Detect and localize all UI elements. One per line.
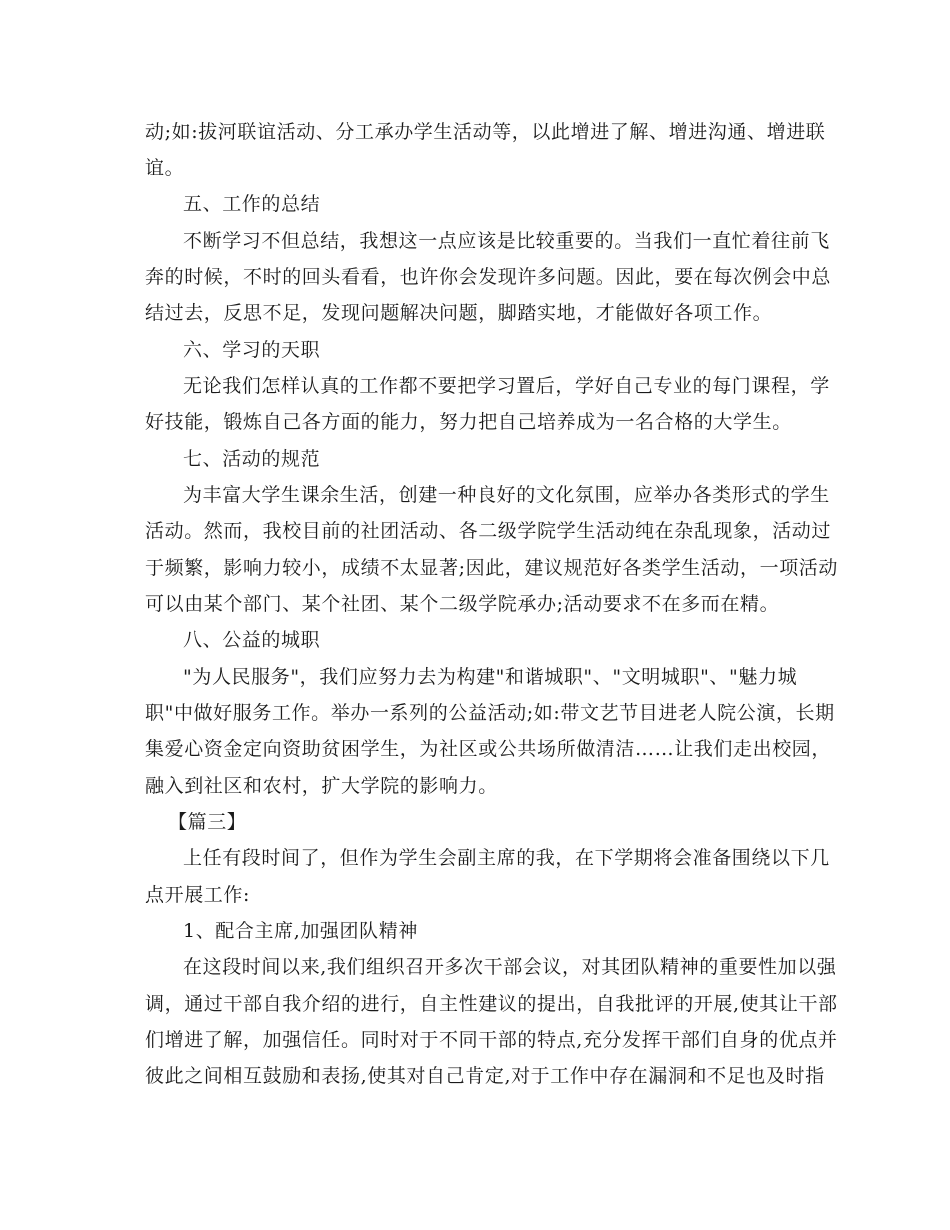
paragraph-line: 无论我们怎样认真的工作都不要把学习置后，学好自己专业的每门课程，学 [183, 375, 830, 397]
paragraph-line: 上任有段时间了，但作为学生会副主席的我，在下学期将会准备围绕以下几 [183, 847, 830, 869]
paragraph-line: 不断学习不但总结，我想这一点应该是比较重要的。当我们一直忙着往前飞 [183, 230, 830, 252]
paragraph-line: 职"中做好服务工作。举办一系列的公益活动;如:带文艺节目进老人院公演，长期 [145, 702, 835, 724]
paragraph-line: 点开展工作: [145, 884, 251, 906]
paragraph-line: 结过去，反思不足，发现问题解决问题，脚踏实地，才能做好各项工作。 [145, 302, 773, 324]
paragraph-line: "为人民服务"，我们应努力去为构建"和谐城职"、"文明城职"、"魅力城 [183, 666, 798, 688]
paragraph-line: 在这段时间以来,我们组织召开多次干部会议，对其团队精神的重要性加以强 [183, 956, 837, 978]
paragraph-line: 好技能，锻炼自己各方面的能力，努力把自己培养成为一名合格的大学生。 [145, 411, 792, 433]
section-heading: 五、工作的总结 [183, 193, 321, 215]
paragraph-line: 们增进了解，加强信任。同时对于不同干部的特点,充分发挥干部们自身的优点并 [145, 1029, 838, 1051]
part-heading: 【篇三】 [168, 811, 247, 833]
paragraph-line: 调，通过干部自我介绍的进行，自主性建议的提出，自我批评的开展,使其让干部 [145, 993, 838, 1015]
paragraph-line: 可以由某个部门、某个社团、某个二级学院承办;活动要求不在多而在精。 [145, 593, 780, 615]
section-heading: 1、配合主席,加强团队精神 [183, 920, 418, 942]
section-heading: 八、公益的城职 [183, 629, 321, 651]
paragraph-line: 于频繁，影响力较小，成绩不太显著;因此，建议规范好各类学生活动，一项活动 [145, 557, 839, 579]
paragraph-line: 彼此之间相互鼓励和表扬,使其对自己肯定,对于工作中存在漏洞和不足也及时指 [145, 1065, 825, 1087]
paragraph-line: 为丰富大学生课余生活，创建一种良好的文化氛围，应举办各类形式的学生 [183, 484, 830, 506]
paragraph-line: 集爱心资金定向资助贫困学生，为社区或公共场所做清洁……让我们走出校园， [145, 738, 832, 760]
section-heading: 七、活动的规范 [183, 448, 321, 470]
paragraph-line: 奔的时候，不时的回头看看，也许你会发现许多问题。因此，要在每次例会中总 [145, 266, 832, 288]
section-heading: 六、学习的天职 [183, 339, 321, 361]
paragraph-line: 谊。 [145, 157, 185, 179]
paragraph-line: 动;如:拔河联谊活动、分工承办学生活动等，以此增进了解、增进沟通、增进联 [145, 121, 826, 143]
paragraph-line: 活动。然而，我校目前的社团活动、各二级学院学生活动纯在杂乱现象，活动过 [145, 520, 832, 542]
paragraph-line: 融入到社区和农村，扩大学院的影响力。 [145, 775, 498, 797]
